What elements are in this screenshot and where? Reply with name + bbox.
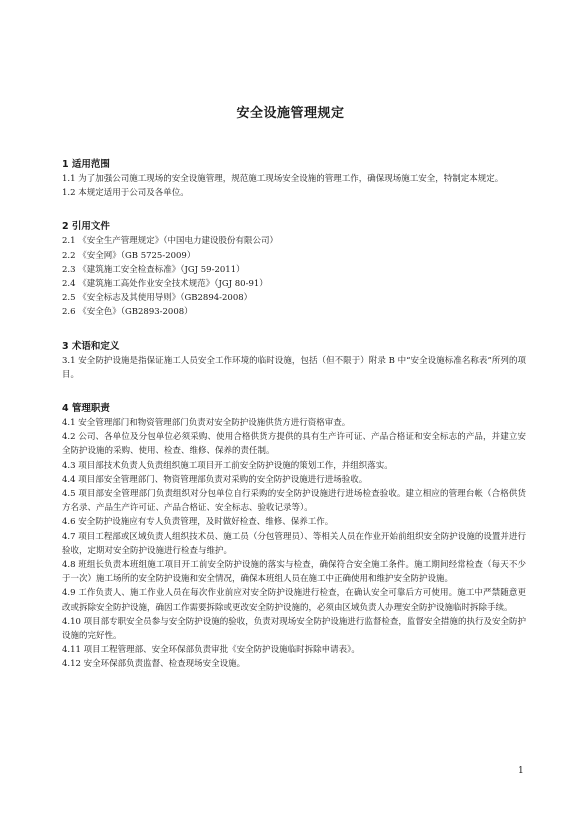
section-heading-terms: 3 术语和定义 (62, 340, 120, 352)
responsibility-item: 4.2 公司、各单位及分包单位必须采购、使用合格供货方提供的具有生产许可证、产品合格证和安全标志的产品，并建立安全防护设施的采购、使用、检查、维修、保养的责任制。 (62, 432, 526, 457)
reference-item: 2.3 《建筑施工安全检查标准》（JGJ 59-2011） (62, 264, 245, 275)
reference-item: 2.4 《建筑施工高处作业安全技术规范》（JGJ 80-91） (62, 279, 268, 290)
paragraph-1-2: 1.2 本规定适用于公司及各单位。 (62, 188, 189, 199)
responsibility-item: 4.9 工作负责人、施工作业人员在每次作业前应对安全防护设施进行检查，在确认安全可靠后方可使用。施工中严禁随意更改或拆除安全防护设施，确因工作需要拆除或更改安全防护设施的，必须由区域负责人办理安全防护设施临时拆除手续。 (62, 588, 526, 613)
document-title: 安全设施管理规定 (236, 106, 345, 121)
responsibility-item: 4.10 项目部专职安全员参与安全防护设施的验收，负责对现场安全防护设施进行监督检查，监督安全措施的执行及安全防护设施的完好性。 (62, 616, 526, 642)
responsibility-item: 4.8 班组长负责本班组施工项目开工前安全防护设施的落实与检查，确保符合安全施工条件。施工期间经常检查（每天不少于一次）施工场所的安全防护设施和安全情况，确保本班组人员在施工中正确使用和维护安全防护设施。 (62, 560, 526, 585)
reference-item: 2.1 《安全生产管理规定》（中国电力建设股份有限公司） (62, 236, 278, 247)
responsibility-item: 4.6 安全防护设施应有专人负责管理，及时做好检查、维修、保养工作。 (62, 517, 334, 528)
reference-item: 2.6 《安全色》（GB2893-2008） (62, 307, 193, 318)
document-body (62, 158, 526, 672)
responsibility-item: 4.5 项目部安全管理部门负责组织对分包单位自行采购的安全防护设施进行进场检查验收。建立相应的管理台帐（合格供货方名录、产品生产许可证、产品合格证、安全标志、验收记录等）。 (62, 489, 526, 514)
responsibility-item: 4.1 安全管理部门和物资管理部门负责对安全防护设施供货方进行资格审查。 (62, 418, 351, 429)
responsibility-item: 4.12 安全环保部负责监督、检查现场安全设施。 (62, 659, 246, 670)
section-heading-references: 2 引用文件 (62, 221, 110, 233)
responsibility-item: 4.11 项目工程管理部、安全环保部负责审批《安全防护设施临时拆除申请表》。 (62, 645, 360, 656)
responsibility-item: 4.7 项目工程部或区域负责人组织技术员、施工员（分包管理员）、等相关人员在作业开始前组织安全防护设施的设置并进行验收，定期对安全防护设施进行检查与维护。 (62, 531, 526, 556)
responsibility-item: 4.4 项目部安全管理部门、物资管理部负责对采购的安全防护设施进行进场验收。 (62, 474, 368, 485)
page-number: 1 (518, 766, 524, 776)
paragraph-3-1: 3.1 安全防护设施是指保证施工人员安全工作环境的临时设施，包括（但不限于）附录 B 中“安全设施标准名称表”所列的项目。 (62, 355, 526, 380)
paragraph-1-1: 1.1 为了加强公司施工现场的安全设施管理，规范施工现场安全设施的管理工作，确保现场施工安全，特制定本规定。 (62, 174, 504, 184)
reference-item: 2.5 《安全标志及其使用导则》（GB2894-2008） (62, 293, 253, 304)
section-heading-scope: 1 适用范围 (62, 159, 110, 170)
section-heading-responsibilities: 4 管理职责 (62, 403, 110, 415)
responsibility-item: 4.3 项目部技术负责人负责组织施工项目开工前安全防护设施的策划工作，并组织落实。 (62, 460, 393, 471)
reference-item: 2.2 《安全网》（GB 5725-2009） (62, 250, 196, 261)
